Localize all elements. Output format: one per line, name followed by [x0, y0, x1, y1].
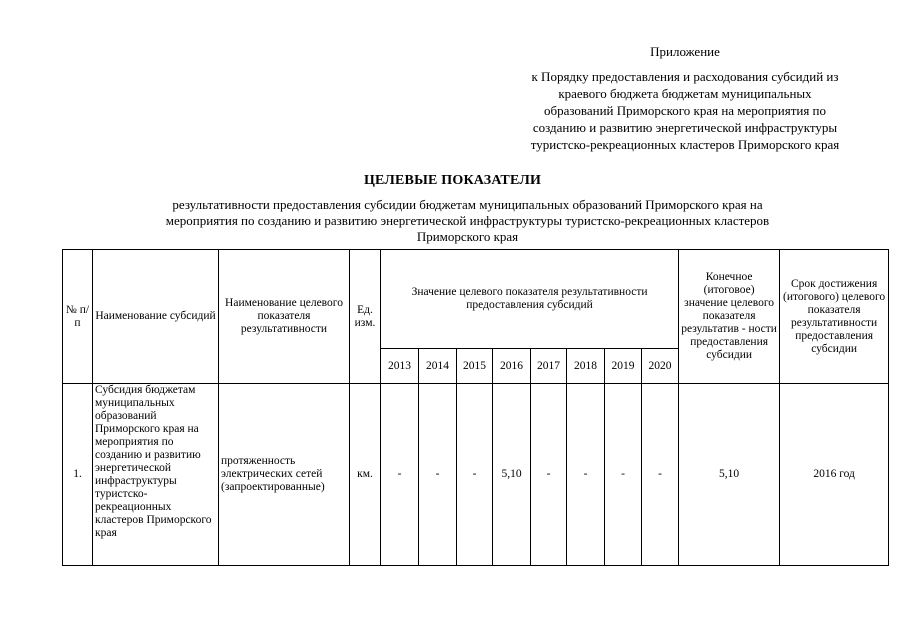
row-deadline: 2016 год	[780, 384, 889, 566]
header-year: 2018	[567, 349, 605, 384]
row-num: 1.	[63, 384, 93, 566]
header-unit: Ед. изм.	[350, 250, 381, 384]
row-indicator-name: протяженность электрических сетей (запроектированные)	[219, 384, 350, 566]
header-subsidy-name: Наименование субсидий	[93, 250, 219, 384]
subtitle-line: результативности предоставления субсидии бюджетам муниципальных образований Приморского края на	[172, 197, 763, 212]
row-value-2017: -	[531, 384, 567, 566]
row-value-2013: -	[381, 384, 419, 566]
appendix-line: туристско-рекреационных кластеров Приморского края	[530, 137, 840, 152]
appendix-line: образований Приморского края на мероприятия по	[543, 103, 827, 118]
header-year: 2015	[457, 349, 493, 384]
row-final-value: 5,10	[679, 384, 780, 566]
row-value-2014: -	[419, 384, 457, 566]
appendix-block	[500, 44, 870, 153]
header-final-value: Конечное (итоговое) значение целевого показателя результатив - ности предоставления субсидии	[679, 250, 780, 384]
header-year: 2020	[642, 349, 679, 384]
row-value-2019: -	[605, 384, 642, 566]
appendix-line: созданию и развитию энергетической инфраструктуры	[532, 120, 838, 135]
appendix-title: Приложение	[650, 44, 720, 59]
header-year: 2013	[381, 349, 419, 384]
row-value-2015: -	[457, 384, 493, 566]
row-value-2020: -	[642, 384, 679, 566]
table-row	[63, 384, 889, 566]
row-value-2016: 5,10	[493, 384, 531, 566]
subtitle-line: мероприятия по созданию и развитию энергетической инфраструктуры туристско-рекреационных кластеров	[165, 213, 770, 228]
header-year: 2019	[605, 349, 642, 384]
appendix-text	[500, 68, 870, 153]
document-title: ЦЕЛЕВЫЕ ПОКАЗАТЕЛИ	[363, 173, 542, 188]
appendix-line: к Порядку предоставления и расходования субсидий из	[531, 69, 839, 84]
document-subtitle	[90, 197, 845, 245]
header-year: 2016	[493, 349, 531, 384]
header-year: 2017	[531, 349, 567, 384]
header-num: № п/п	[63, 250, 93, 384]
header-indicator-name: Наименование целевого показателя результативности	[219, 250, 350, 384]
row-subsidy-name: Субсидия бюджетам муниципальных образований Приморского края на мероприятия по созданию и развитию энергетической инфраструктуры туристско-рекреационных кластеров Приморского края	[93, 384, 219, 566]
appendix-line: краевого бюджета бюджетам муниципальных	[558, 86, 812, 101]
indicators-table	[62, 249, 889, 566]
header-row	[63, 250, 889, 349]
header-year: 2014	[419, 349, 457, 384]
row-value-2018: -	[567, 384, 605, 566]
header-values-group: Значение целевого показателя результативности предоставления субсидий	[381, 250, 679, 349]
header-deadline: Срок достижения (итогового) целевого показателя результативности предоставления субсидии	[780, 250, 889, 384]
subtitle-line: Приморского края	[416, 229, 519, 244]
row-unit: км.	[350, 384, 381, 566]
